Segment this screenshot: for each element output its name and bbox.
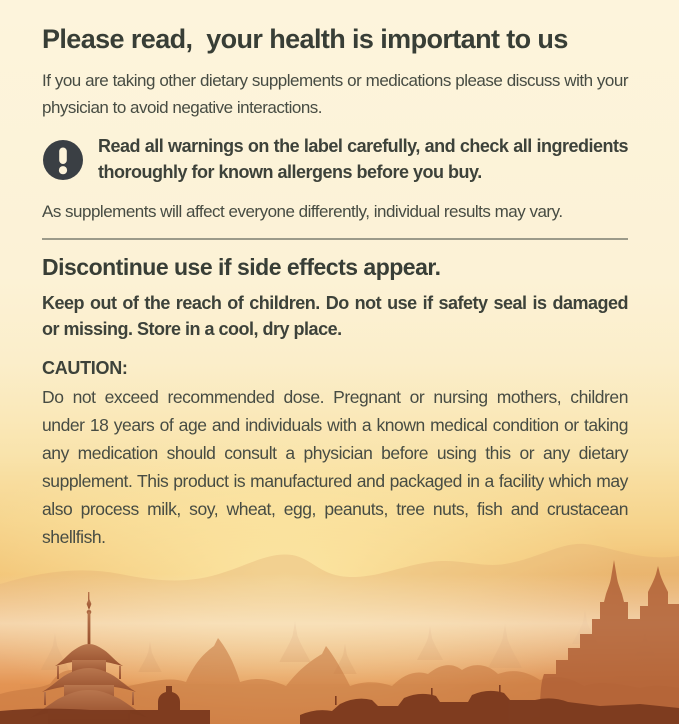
discontinue-heading: Discontinue use if side effects appear. <box>42 253 441 280</box>
page-title: Please read, your health is important to us <box>42 24 568 54</box>
intro-paragraph: If you are taking other dietary supplements or medications please discuss with your physician to avoid negative interactions. <box>42 71 628 118</box>
safety-note: Keep out of the reach of children. Do not use if safety seal is damaged or missing. Store in a cool, dry place. <box>42 293 628 339</box>
allergen-warning-row <box>42 134 628 184</box>
variance-note: As supplements will affect everyone differently, individual results may vary. <box>42 201 563 221</box>
section-divider <box>42 238 628 240</box>
allergen-warning-text: Read all warnings on the label carefully, and check all ingredients thoroughly for known allergens before you buy. <box>98 136 628 182</box>
caution-paragraph: Do not exceed recommended dose. Pregnant or nursing mothers, children under 18 years of age and individuals with a known medical condition or taking any medication should consult a physician before using this or any dietary supplement. This product is manufactured and packaged in a facility which may also process milk, soy, wheat, egg, peanuts, tree nuts, fish and crustacean shellfish. <box>42 386 628 547</box>
label-text-content <box>42 24 628 551</box>
exclamation-icon <box>42 139 84 181</box>
caution-label: CAUTION: <box>42 357 128 378</box>
